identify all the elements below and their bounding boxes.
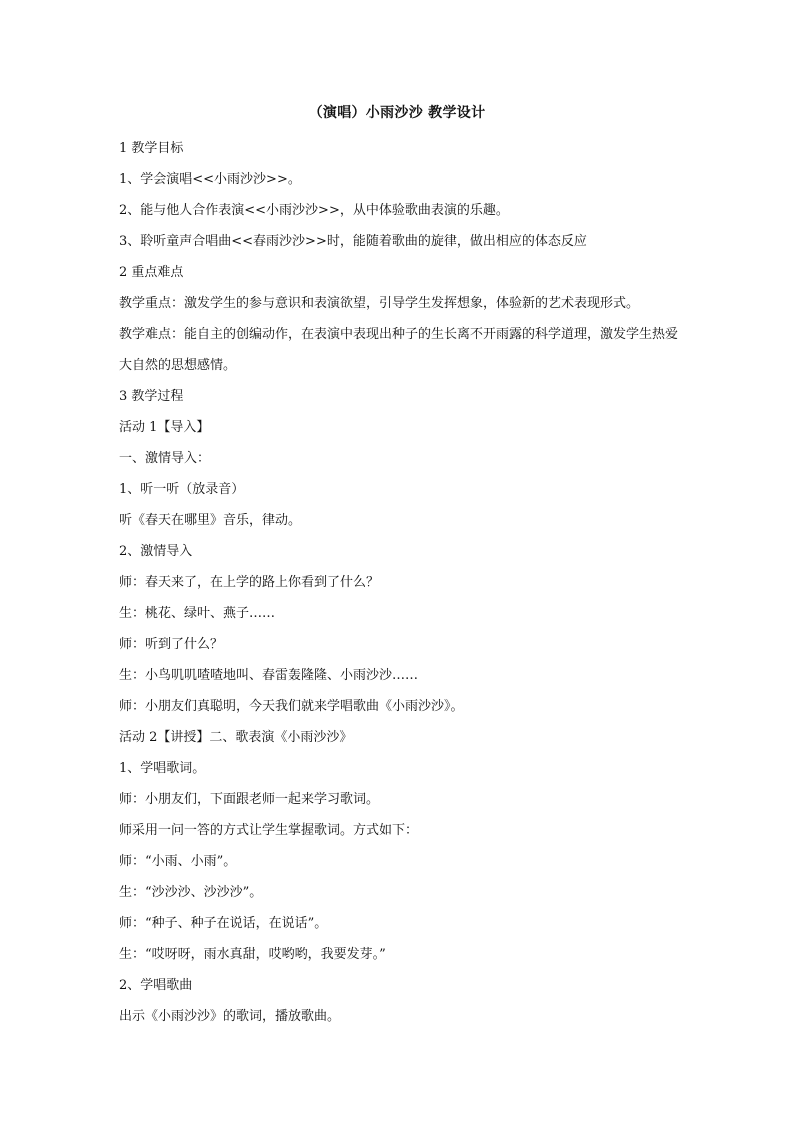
document-body (119, 133, 684, 1032)
document-title: （演唱）小雨沙沙 教学设计 (308, 105, 486, 121)
dialogue-line: 生：“哎呀呀，雨水真甜，哎哟哟，我要发芽。” (119, 947, 386, 962)
key-point-difficulty: 教学难点：能自主的创编动作，在表演中表现出种子的生长离不开雨露的科学道理，激发学生热爱大自然的思想感情。 (119, 327, 679, 373)
paragraph: 听《春天在哪里》音乐，律动。 (119, 513, 302, 528)
dialogue-line: 师：小朋友们，下面跟老师一起来学习歌词。 (119, 792, 380, 807)
objective-1: 1、学会演唱<<小雨沙沙>>。 (119, 172, 301, 187)
dialogue-line: 师：春天来了，在上学的路上你看到了什么？ (119, 575, 380, 590)
paragraph: 2、学唱歌曲 (119, 978, 193, 993)
dialogue-line: 师：听到了什么？ (119, 637, 224, 652)
paragraph: 2、激情导入 (119, 544, 193, 559)
dialogue-line: 生：小鸟叽叽喳喳地叫、春雷轰隆隆、小雨沙沙…… (119, 668, 419, 683)
activity-1-heading: 活动 1【导入】 (119, 420, 210, 435)
dialogue-line: 生：“沙沙沙、沙沙沙”。 (119, 885, 263, 900)
objective-3: 3、聆听童声合唱曲<<春雨沙沙>>时，能随着歌曲的旋律，做出相应的体态反应 (119, 234, 587, 249)
activity-2-heading: 活动 2【讲授】二、歌表演《小雨沙沙》 (119, 730, 353, 745)
paragraph: 一、激情导入： (119, 451, 211, 466)
objective-2: 2、能与他人合作表演<<小雨沙沙>>，从中体验歌曲表演的乐趣。 (119, 203, 509, 218)
section-heading-objectives: 1 教学目标 (119, 141, 184, 156)
paragraph: 出示《小雨沙沙》的歌词，播放歌曲。 (119, 1009, 341, 1024)
paragraph: 师采用一问一答的方式让学生掌握歌词。方式如下： (119, 823, 419, 838)
dialogue-line: 师：小朋友们真聪明，今天我们就来学唱歌曲《小雨沙沙》。 (119, 699, 464, 714)
dialogue-line: 师：“小雨、小雨”。 (119, 854, 237, 869)
dialogue-line: 师：“种子、种子在说话，在说话”。 (119, 916, 328, 931)
key-point-focus: 教学重点：激发学生的参与意识和表演欲望，引导学生发挥想象，体验新的艺术表现形式。 (119, 296, 640, 311)
dialogue-line: 生：桃花、绿叶、燕子…… (119, 606, 276, 621)
paragraph: 1、学唱歌词。 (119, 761, 206, 776)
section-heading-key-points: 2 重点难点 (119, 265, 184, 280)
section-heading-process: 3 教学过程 (119, 389, 184, 404)
paragraph: 1、听一听（放录音） (119, 482, 245, 497)
